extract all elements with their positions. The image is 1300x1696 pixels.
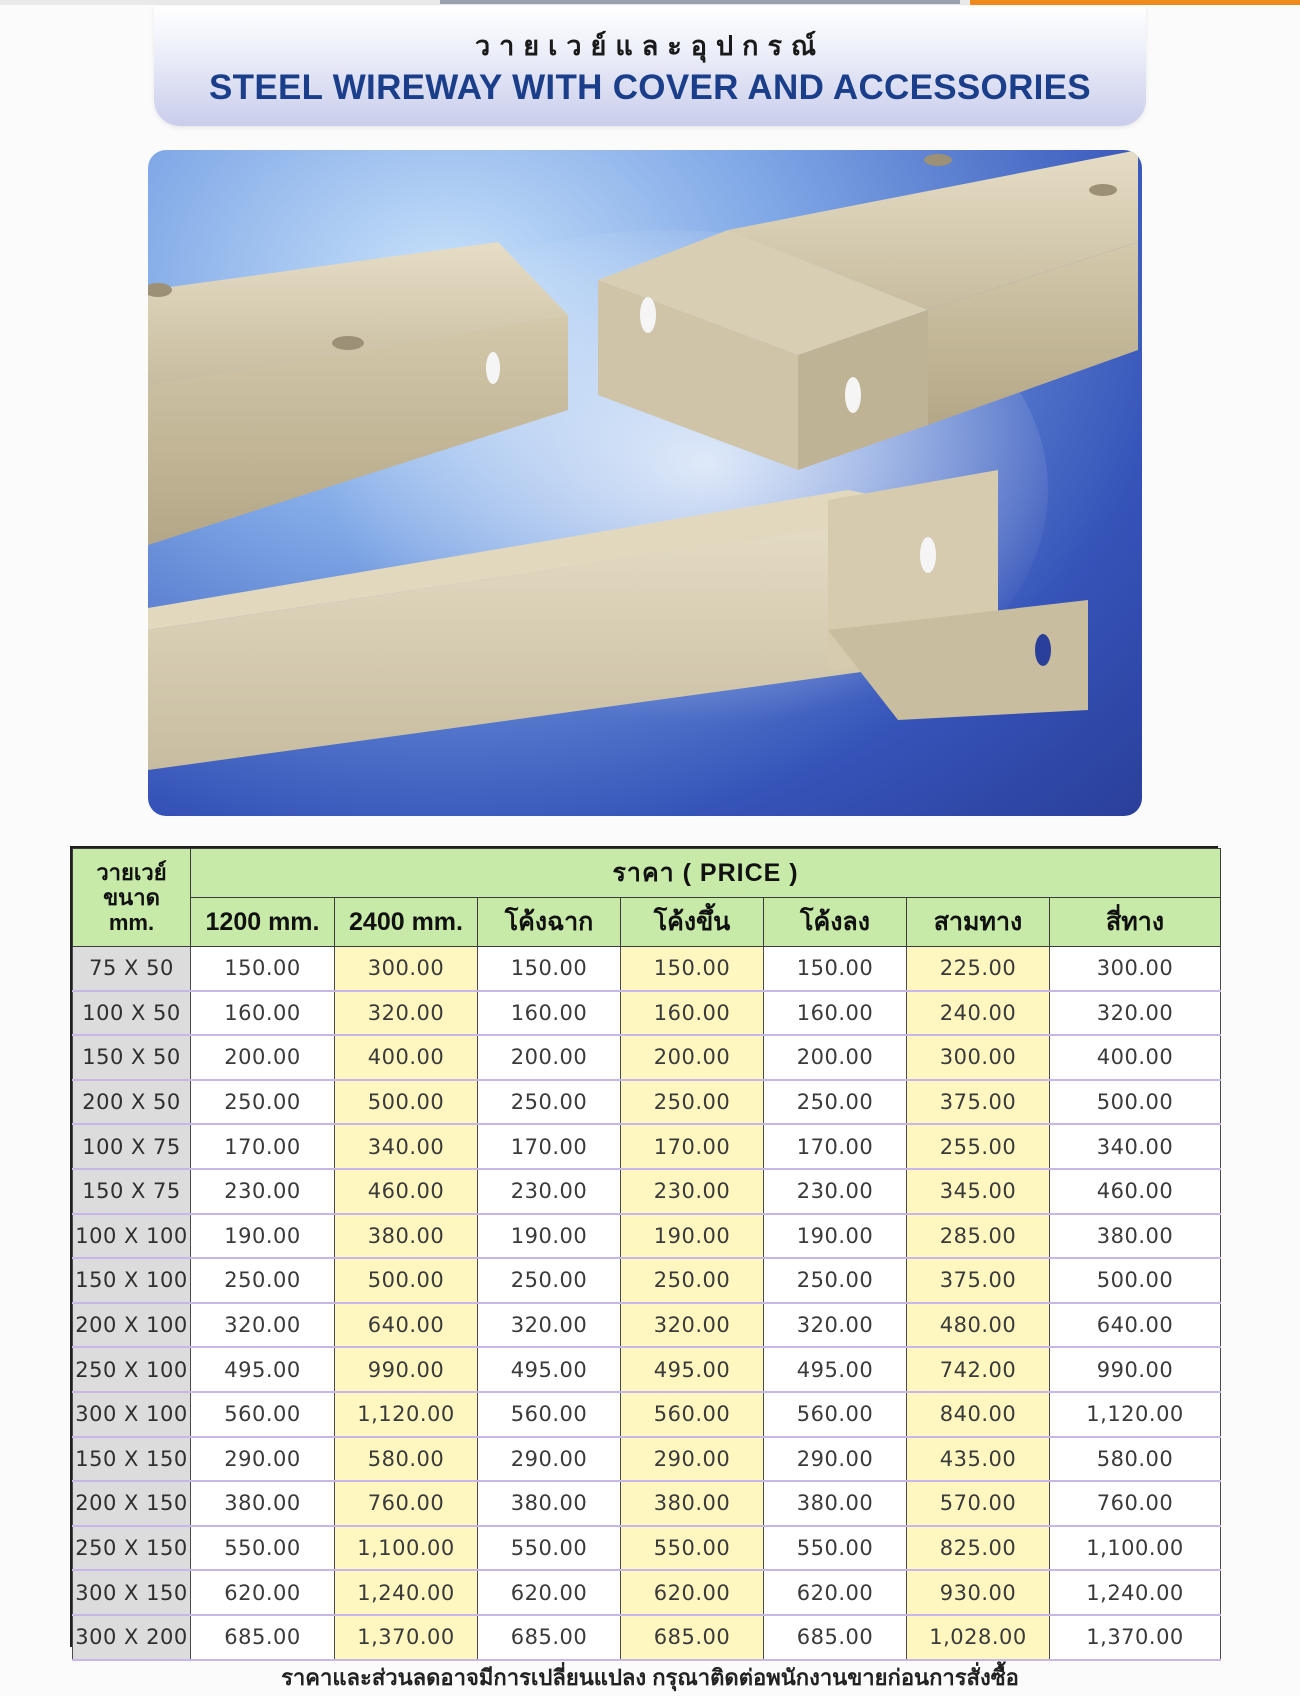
price-cell: 580.00 — [1050, 1437, 1221, 1482]
price-cell: 495.00 — [478, 1347, 621, 1392]
row-size-cell: 100 X 50 — [73, 991, 191, 1036]
footnote: ราคาและส่วนลดอาจมีการเปลี่ยนแปลง กรุณาติดต่อพนักงานขายก่อนการสั่งซื้อ — [281, 1665, 1019, 1690]
price-cell: 250.00 — [191, 1080, 335, 1125]
price-cell: 230.00 — [191, 1169, 335, 1214]
price-cell: 380.00 — [764, 1481, 907, 1526]
price-cell: 742.00 — [907, 1347, 1050, 1392]
col-header-cross: สี่ทาง — [1050, 898, 1221, 947]
price-cell: 1,100.00 — [335, 1526, 478, 1571]
price-table — [70, 846, 1218, 1650]
row-size-cell: 75 X 50 — [73, 947, 191, 991]
col-header-bend-down: โค้งลง — [764, 898, 907, 947]
price-cell: 460.00 — [335, 1169, 478, 1214]
row-size-cell: 200 X 150 — [73, 1481, 191, 1526]
thai-title: วายเวย์และอุปกรณ์ — [474, 31, 826, 61]
price-cell: 150.00 — [191, 947, 335, 991]
price-cell: 170.00 — [478, 1124, 621, 1169]
price-cell: 760.00 — [1050, 1481, 1221, 1526]
price-cell: 190.00 — [764, 1214, 907, 1259]
price-cell: 550.00 — [621, 1526, 764, 1571]
price-cell: 380.00 — [1050, 1214, 1221, 1259]
price-cell: 160.00 — [764, 991, 907, 1036]
wireway-illustration — [148, 150, 1142, 816]
price-cell: 300.00 — [335, 947, 478, 991]
price-cell: 255.00 — [907, 1124, 1050, 1169]
price-cell: 1,370.00 — [1050, 1615, 1221, 1660]
price-cell: 435.00 — [907, 1437, 1050, 1482]
price-cell: 1,100.00 — [1050, 1526, 1221, 1571]
price-cell: 500.00 — [335, 1080, 478, 1125]
price-cell: 1,370.00 — [335, 1615, 478, 1660]
table-row — [73, 1258, 1221, 1303]
price-cell: 460.00 — [1050, 1169, 1221, 1214]
price-cell: 250.00 — [478, 1080, 621, 1125]
product-photo — [148, 150, 1142, 816]
size-header-line3: mm. — [108, 910, 155, 935]
price-cell: 345.00 — [907, 1169, 1050, 1214]
price-cell: 250.00 — [191, 1258, 335, 1303]
size-column-header — [73, 849, 191, 947]
price-cell: 500.00 — [1050, 1258, 1221, 1303]
price-cell: 400.00 — [335, 1035, 478, 1080]
price-cell: 685.00 — [191, 1615, 335, 1660]
price-cell: 170.00 — [191, 1124, 335, 1169]
price-cell: 170.00 — [621, 1124, 764, 1169]
wireway-right-section — [598, 150, 1138, 470]
price-cell: 320.00 — [191, 1303, 335, 1348]
price-cell: 290.00 — [764, 1437, 907, 1482]
table-row — [73, 1615, 1221, 1660]
row-size-cell: 150 X 100 — [73, 1258, 191, 1303]
price-cell: 990.00 — [1050, 1347, 1221, 1392]
price-cell: 150.00 — [478, 947, 621, 991]
table-row — [73, 1124, 1221, 1169]
price-cell: 495.00 — [191, 1347, 335, 1392]
table-row — [73, 1080, 1221, 1125]
row-size-cell: 300 X 200 — [73, 1615, 191, 1660]
table-row — [73, 947, 1221, 991]
table-row — [73, 1035, 1221, 1080]
table-row — [73, 1214, 1221, 1259]
price-group-header: ราคา ( PRICE ) — [191, 849, 1221, 898]
table-row — [73, 1169, 1221, 1214]
price-cell: 500.00 — [335, 1258, 478, 1303]
price-cell: 570.00 — [907, 1481, 1050, 1526]
price-cell: 200.00 — [621, 1035, 764, 1080]
row-size-cell: 300 X 100 — [73, 1392, 191, 1437]
price-cell: 160.00 — [478, 991, 621, 1036]
price-cell: 560.00 — [621, 1392, 764, 1437]
price-cell: 685.00 — [764, 1615, 907, 1660]
price-cell: 500.00 — [1050, 1080, 1221, 1125]
row-size-cell: 300 X 150 — [73, 1570, 191, 1615]
price-cell: 825.00 — [907, 1526, 1050, 1571]
row-size-cell: 150 X 150 — [73, 1437, 191, 1482]
price-cell: 320.00 — [764, 1303, 907, 1348]
price-cell: 250.00 — [764, 1080, 907, 1125]
row-size-cell: 150 X 75 — [73, 1169, 191, 1214]
price-cell: 190.00 — [621, 1214, 764, 1259]
price-cell: 840.00 — [907, 1392, 1050, 1437]
col-header-bend-up: โค้งขึ้น — [621, 898, 764, 947]
price-cell: 320.00 — [335, 991, 478, 1036]
price-cell: 580.00 — [335, 1437, 478, 1482]
price-cell: 495.00 — [621, 1347, 764, 1392]
price-cell: 380.00 — [621, 1481, 764, 1526]
row-size-cell: 200 X 100 — [73, 1303, 191, 1348]
row-size-cell: 250 X 100 — [73, 1347, 191, 1392]
price-cell: 240.00 — [907, 991, 1050, 1036]
price-cell: 375.00 — [907, 1258, 1050, 1303]
row-size-cell: 250 X 150 — [73, 1526, 191, 1571]
price-cell: 230.00 — [764, 1169, 907, 1214]
english-title: STEEL WIREWAY WITH COVER AND ACCESSORIES — [209, 68, 1091, 107]
price-cell: 320.00 — [621, 1303, 764, 1348]
price-cell: 495.00 — [764, 1347, 907, 1392]
price-cell: 200.00 — [764, 1035, 907, 1080]
price-cell: 160.00 — [621, 991, 764, 1036]
price-cell: 1,028.00 — [907, 1615, 1050, 1660]
row-size-cell: 150 X 50 — [73, 1035, 191, 1080]
price-cell: 1,120.00 — [335, 1392, 478, 1437]
price-cell: 230.00 — [478, 1169, 621, 1214]
price-cell: 760.00 — [335, 1481, 478, 1526]
size-header-line1: วายเวย์ — [96, 860, 167, 885]
table-row — [73, 1570, 1221, 1615]
price-cell: 300.00 — [907, 1035, 1050, 1080]
price-cell: 400.00 — [1050, 1035, 1221, 1080]
row-size-cell: 200 X 50 — [73, 1080, 191, 1125]
title-banner — [154, 6, 1146, 126]
price-cell: 340.00 — [1050, 1124, 1221, 1169]
price-cell: 550.00 — [764, 1526, 907, 1571]
top-strip — [0, 0, 1300, 5]
row-size-cell: 100 X 75 — [73, 1124, 191, 1169]
table-row — [73, 1392, 1221, 1437]
top-strip-orange — [970, 0, 1300, 5]
price-cell: 375.00 — [907, 1080, 1050, 1125]
price-cell: 990.00 — [335, 1347, 478, 1392]
price-cell: 285.00 — [907, 1214, 1050, 1259]
price-cell: 640.00 — [1050, 1303, 1221, 1348]
col-header-2400mm: 2400 mm. — [335, 898, 478, 947]
price-cell: 550.00 — [191, 1526, 335, 1571]
price-cell: 170.00 — [764, 1124, 907, 1169]
price-cell: 1,240.00 — [1050, 1570, 1221, 1615]
table-row — [73, 1437, 1221, 1482]
price-cell: 1,240.00 — [335, 1570, 478, 1615]
price-cell: 150.00 — [764, 947, 907, 991]
price-cell: 250.00 — [621, 1080, 764, 1125]
price-cell: 620.00 — [764, 1570, 907, 1615]
price-cell: 290.00 — [478, 1437, 621, 1482]
price-cell: 250.00 — [621, 1258, 764, 1303]
price-cell: 250.00 — [478, 1258, 621, 1303]
price-cell: 200.00 — [478, 1035, 621, 1080]
price-cell: 640.00 — [335, 1303, 478, 1348]
price-cell: 380.00 — [478, 1481, 621, 1526]
price-cell: 380.00 — [335, 1214, 478, 1259]
table-row — [73, 1526, 1221, 1571]
price-cell: 150.00 — [621, 947, 764, 991]
table-row — [73, 1303, 1221, 1348]
size-header-line2: ขนาด — [103, 885, 160, 910]
price-cell: 620.00 — [191, 1570, 335, 1615]
col-header-right-angle-bend: โค้งฉาก — [478, 898, 621, 947]
price-cell: 190.00 — [191, 1214, 335, 1259]
row-size-cell: 100 X 100 — [73, 1214, 191, 1259]
price-cell: 560.00 — [191, 1392, 335, 1437]
price-cell: 320.00 — [1050, 991, 1221, 1036]
table-row — [73, 1347, 1221, 1392]
top-strip-gray — [440, 0, 960, 4]
price-cell: 250.00 — [764, 1258, 907, 1303]
price-cell: 230.00 — [621, 1169, 764, 1214]
price-cell: 685.00 — [621, 1615, 764, 1660]
table-row — [73, 991, 1221, 1036]
price-cell: 380.00 — [191, 1481, 335, 1526]
col-header-1200mm: 1200 mm. — [191, 898, 335, 947]
col-header-tee: สามทาง — [907, 898, 1050, 947]
price-cell: 560.00 — [478, 1392, 621, 1437]
table-row — [73, 1481, 1221, 1526]
price-cell: 1,120.00 — [1050, 1392, 1221, 1437]
price-cell: 340.00 — [335, 1124, 478, 1169]
price-cell: 290.00 — [621, 1437, 764, 1482]
price-cell: 200.00 — [191, 1035, 335, 1080]
price-cell: 550.00 — [478, 1526, 621, 1571]
price-table-body — [73, 947, 1221, 1660]
price-cell: 560.00 — [764, 1392, 907, 1437]
price-cell: 190.00 — [478, 1214, 621, 1259]
price-cell: 930.00 — [907, 1570, 1050, 1615]
price-cell: 320.00 — [478, 1303, 621, 1348]
price-cell: 480.00 — [907, 1303, 1050, 1348]
price-cell: 290.00 — [191, 1437, 335, 1482]
price-cell: 685.00 — [478, 1615, 621, 1660]
price-cell: 225.00 — [907, 947, 1050, 991]
price-cell: 620.00 — [478, 1570, 621, 1615]
price-cell: 300.00 — [1050, 947, 1221, 991]
price-cell: 620.00 — [621, 1570, 764, 1615]
price-cell: 160.00 — [191, 991, 335, 1036]
